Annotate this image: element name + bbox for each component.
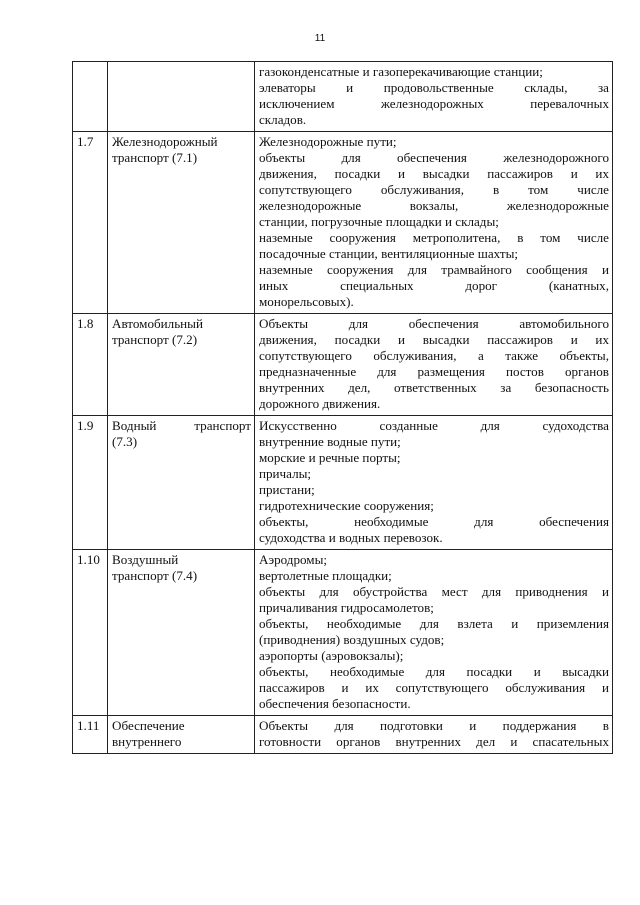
row-number-cell: 1.8 — [73, 314, 108, 416]
land-use-type-line: Автомобильный — [112, 316, 203, 331]
row-number-cell: 1.11 — [73, 716, 108, 754]
table-row — [73, 716, 613, 754]
description-cell — [255, 716, 613, 754]
description-line: складов. — [259, 112, 307, 127]
description-line: сопутствующего обслуживания, а также объекты, — [259, 348, 609, 363]
description-line: станции, погрузочные площадки и склады; — [259, 214, 499, 229]
table-body — [73, 62, 613, 754]
row-number-cell: 1.10 — [73, 550, 108, 716]
land-use-type-cell — [108, 416, 255, 550]
description-line: элеваторы и продовольственные склады, за — [259, 80, 609, 95]
description-line: Объекты для обеспечения автомобильного — [259, 316, 609, 331]
description-line: движения, посадки и высадки пассажиров и их — [259, 166, 609, 181]
description-line: готовности органов внутренних дел и спасательных — [259, 734, 609, 749]
description-line: объекты для обустройства мест для приводнения и — [259, 584, 609, 599]
land-use-table — [72, 61, 613, 754]
description-line: иных специальных дорог (канатных, — [259, 278, 609, 293]
description-line: причалы; — [259, 466, 312, 481]
description-line: причаливания гидросамолетов; — [259, 600, 434, 615]
description-cell — [255, 132, 613, 314]
description-cell — [255, 550, 613, 716]
description-line: объекты, необходимые для взлета и приземления — [259, 616, 609, 631]
description-line: вертолетные площадки; — [259, 568, 392, 583]
description-line: (приводнения) воздушных судов; — [259, 632, 445, 647]
description-line: монорельсовых). — [259, 294, 354, 309]
description-cell — [255, 314, 613, 416]
description-line: объекты для обеспечения железнодорожного — [259, 150, 609, 165]
description-line: исключением железнодорожных перевалочных — [259, 96, 609, 111]
land-use-type-cell — [108, 132, 255, 314]
land-use-type-cell — [108, 314, 255, 416]
description-cell — [255, 62, 613, 132]
description-line: внутренние водные пути; — [259, 434, 401, 449]
table-row — [73, 550, 613, 716]
description-line: сопутствующего обслуживания, в том числе — [259, 182, 609, 197]
description-line: наземные сооружения метрополитена, в том числе — [259, 230, 609, 245]
description-line: пристани; — [259, 482, 315, 497]
description-line: дорожного движения. — [259, 396, 381, 411]
land-use-type-line: Обеспечение — [112, 718, 185, 733]
description-line: Искусственно созданные для судоходства — [259, 418, 609, 433]
description-line: Железнодорожные пути; — [259, 134, 397, 149]
land-use-type-line: Водный транспорт — [112, 418, 251, 433]
description-line: посадочные станции, вентиляционные шахты; — [259, 246, 519, 261]
table-row — [73, 416, 613, 550]
description-line: судоходства и водных перевозок. — [259, 530, 443, 545]
description-line: движения, посадки и высадки пассажиров и их — [259, 332, 609, 347]
description-line: предназначенные для размещения постов органов — [259, 364, 609, 379]
land-use-type-cell — [108, 62, 255, 132]
land-use-type-cell — [108, 716, 255, 754]
land-use-type-line: внутреннего — [112, 734, 182, 749]
row-number-cell — [73, 62, 108, 132]
land-use-type-line: Воздушный — [112, 552, 179, 567]
description-line: Аэродромы; — [259, 552, 328, 567]
description-cell — [255, 416, 613, 550]
row-number-cell: 1.9 — [73, 416, 108, 550]
row-number-cell: 1.7 — [73, 132, 108, 314]
description-line: внутренних дел, ответственных за безопасность — [259, 380, 609, 395]
table-row — [73, 132, 613, 314]
description-line: объекты, необходимые для посадки и высадки — [259, 664, 609, 679]
table-row — [73, 62, 613, 132]
description-line: газоконденсатные и газоперекачивающие станции; — [259, 64, 543, 79]
land-use-type-line: Железнодорожный — [112, 134, 218, 149]
description-line: объекты, необходимые для обеспечения — [259, 514, 609, 529]
land-use-type-line: транспорт (7.2) — [112, 332, 198, 347]
description-line: морские и речные порты; — [259, 450, 401, 465]
description-line: обеспечения безопасности. — [259, 696, 411, 711]
description-line: гидротехнические сооружения; — [259, 498, 434, 513]
description-line: Объекты для подготовки и поддержания в — [259, 718, 609, 733]
table-row — [73, 314, 613, 416]
land-use-type-line: (7.3) — [112, 434, 138, 449]
land-use-type-line: транспорт (7.1) — [112, 150, 198, 165]
land-use-type-cell — [108, 550, 255, 716]
description-line: аэропорты (аэровокзалы); — [259, 648, 404, 663]
description-line: пассажиров и их сопутствующего обслуживания и — [259, 680, 609, 695]
land-use-type-line: транспорт (7.4) — [112, 568, 198, 583]
description-line: наземные сооружения для трамвайного сообщения и — [259, 262, 609, 277]
page-number: 11 — [314, 33, 326, 44]
description-line: железнодорожные вокзалы, железнодорожные — [259, 198, 609, 213]
